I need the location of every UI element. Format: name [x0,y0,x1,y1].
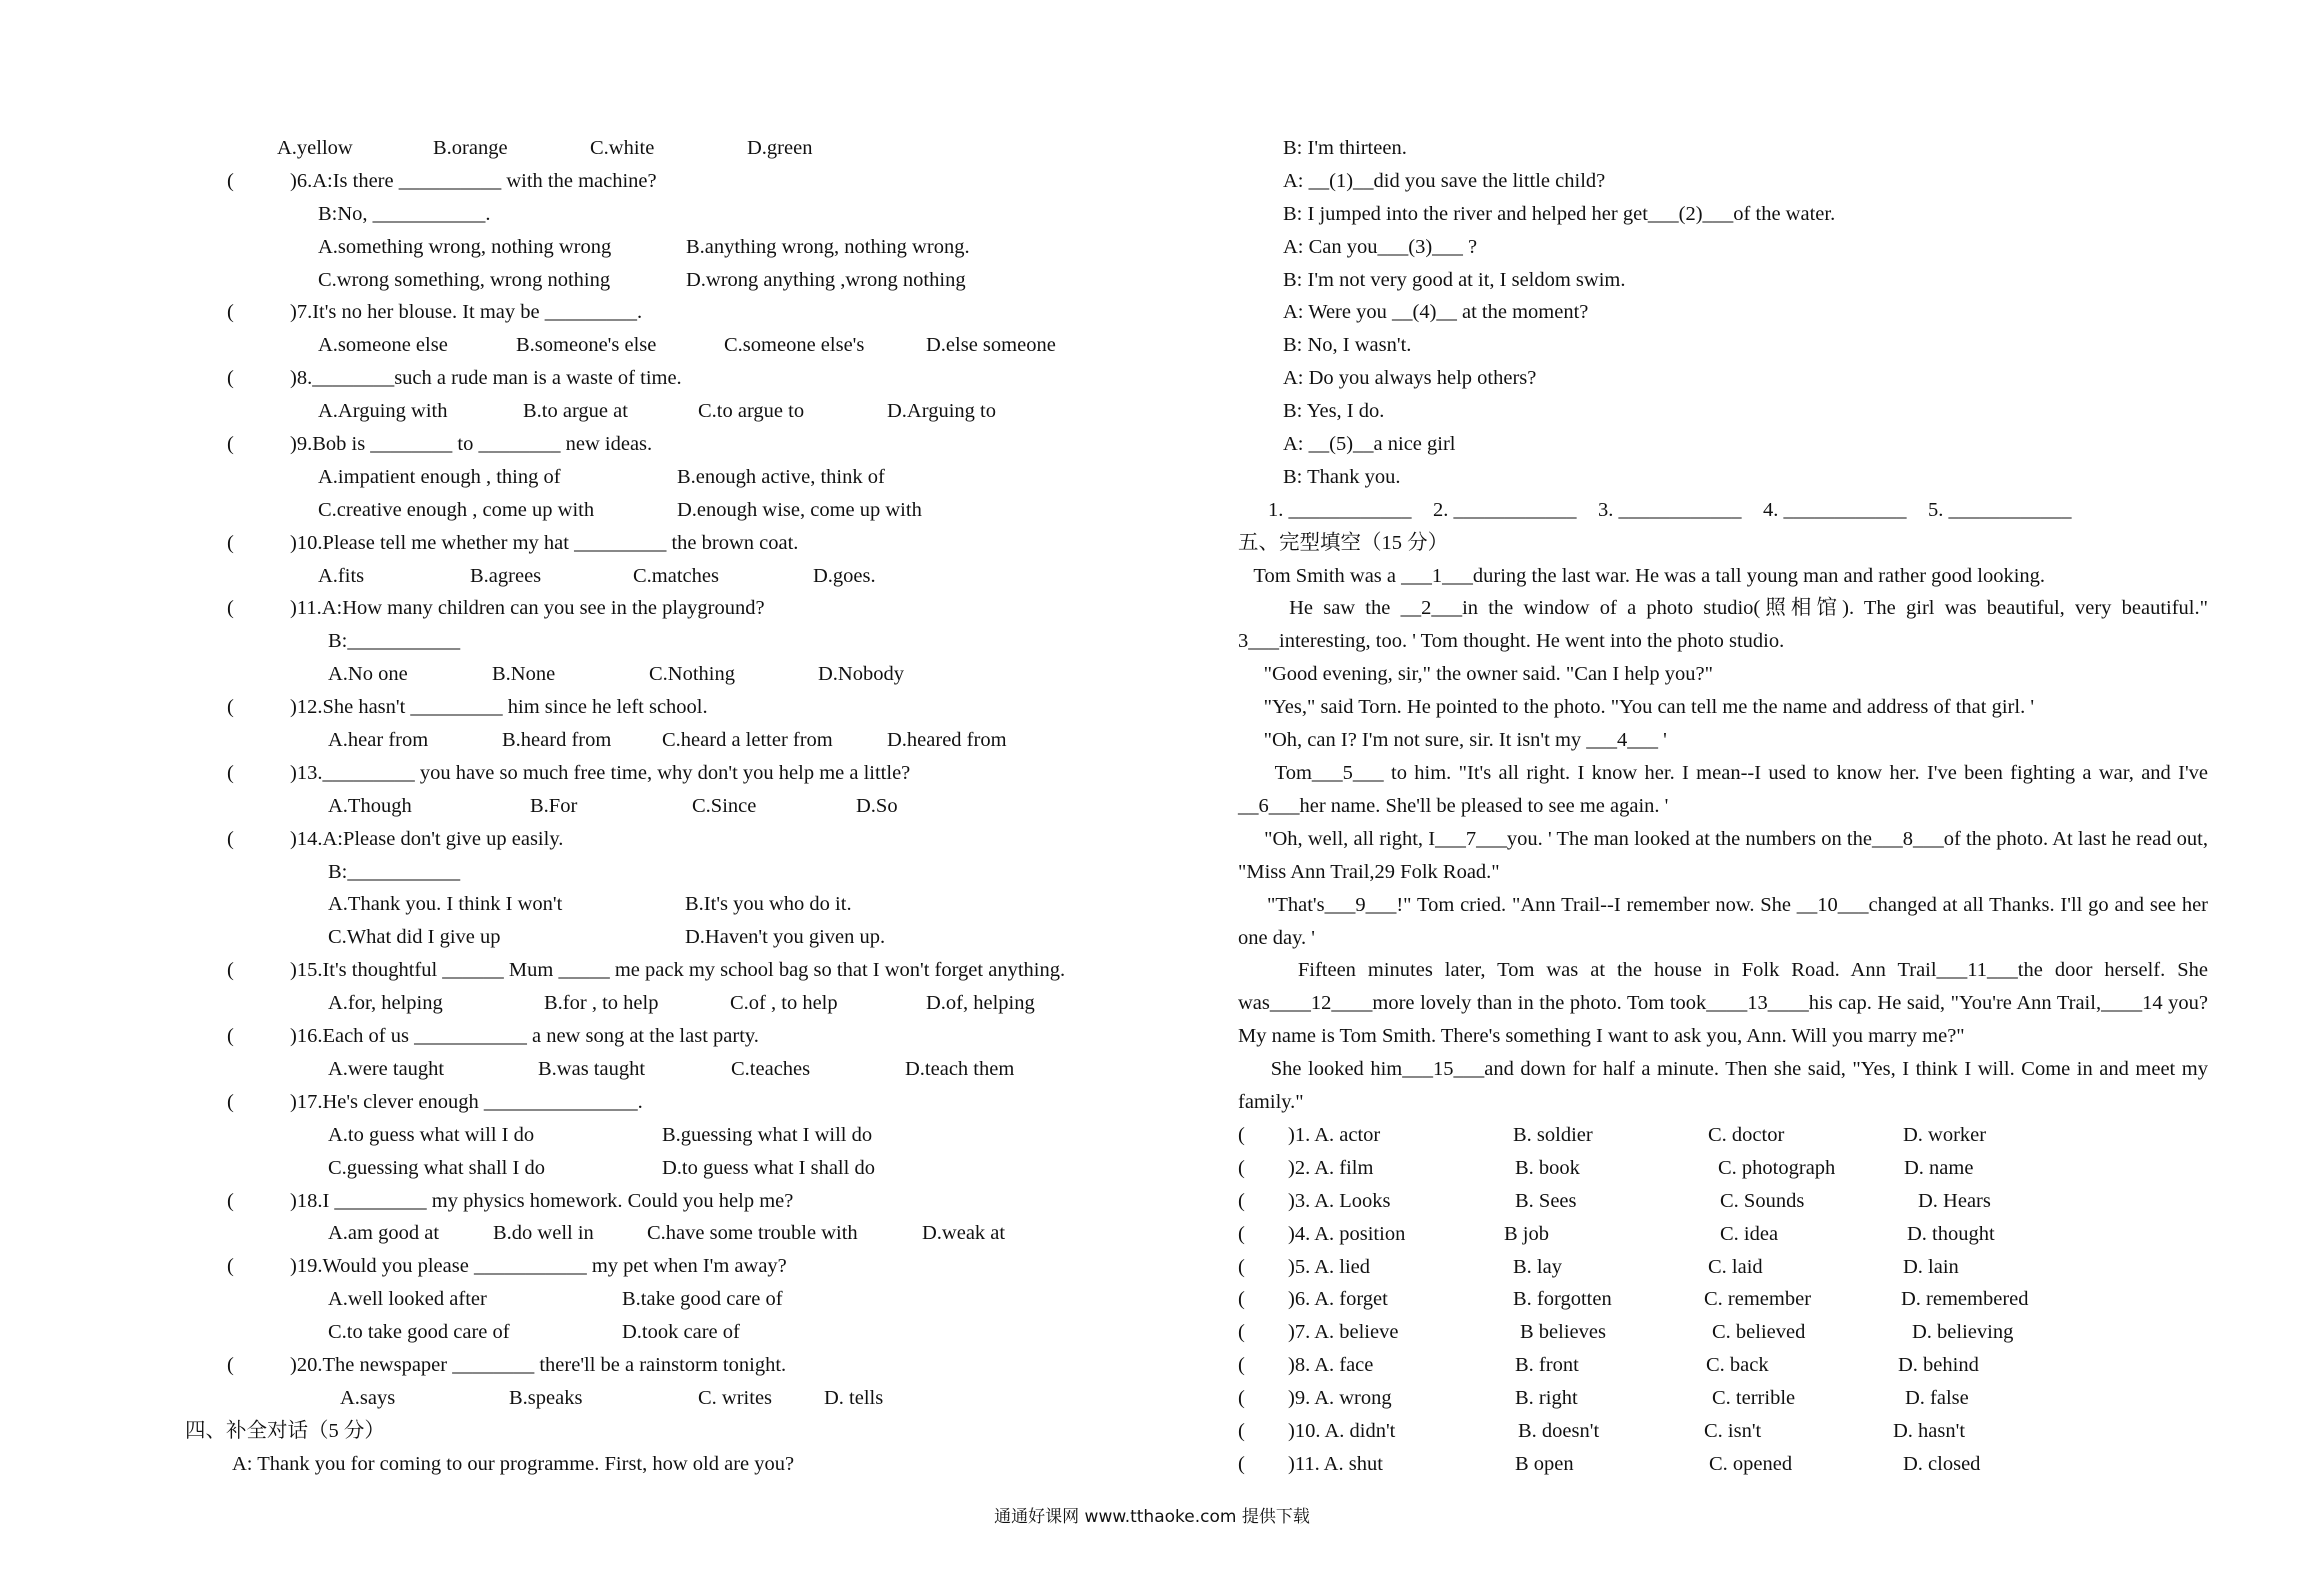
line-segment: ( [1238,1255,1245,1278]
line-segment: C. opened [1709,1452,1793,1475]
footer-credit: 通通好课网 www.tthaoke.com 提供下载 [994,1507,1310,1527]
text-line [1238,264,2208,297]
text-line [1238,1283,2208,1316]
line-segment: )6.A:Is there __________ with the machine? [290,169,657,192]
line-segment: A.impatient enough , thing of [318,465,561,488]
line-segment: D. remembered [1901,1288,2029,1311]
text-line [180,658,1220,691]
line-segment: A.something wrong, nothing wrong [318,235,612,258]
line-segment: C. photograph [1718,1156,1836,1179]
text-line [1238,1382,2208,1415]
line-segment: ( [1238,1387,1245,1410]
text-line [180,1020,1220,1053]
passage-paragraph: Fifteen minutes later, Tom was at the house in Folk Road. Ann Trail___11___the door herself. She was____12____more lovely than in the photo. Tom took____13____his cap. He said, "You're Ann Trail,____14 you? My name is Tom Smith. There's something I want to ask you, Ann. Will you marry me?" [1238,959,2208,1048]
line-segment: B.enough active, think of [677,465,885,488]
line-segment: B:___________ [328,860,461,883]
line-segment: D. thought [1907,1222,1995,1245]
line-segment: )8. A. face [1288,1354,1374,1377]
line-segment: B. Sees [1515,1189,1577,1212]
line-segment: D.weak at [922,1222,1006,1245]
line-segment: ( [1238,1222,1245,1245]
line-segment: D. Hears [1918,1189,1991,1212]
text-line [180,296,1220,329]
text-line [180,1185,1220,1218]
line-segment: ( [227,1090,234,1113]
line-segment: B. soldier [1513,1123,1593,1146]
text-line [180,461,1220,494]
line-segment: C. idea [1720,1222,1779,1245]
line-segment: B.do well in [493,1222,594,1245]
line-segment: D.green [747,137,813,159]
line-segment: )3. A. Looks [1288,1189,1391,1212]
line-segment: B: Thank you. [1283,465,1401,488]
line-segment: D.wrong anything ,wrong nothing [686,268,966,291]
line-segment: D. false [1905,1387,1969,1410]
line-segment: ( [227,696,234,719]
text-line [180,264,1220,297]
line-segment: C.matches [633,564,719,587]
line-segment: ( [227,433,234,456]
line-segment: C.heard a letter from [662,729,833,752]
line-segment: C. Sounds [1720,1189,1805,1212]
text-line [180,165,1220,198]
line-segment: C. believed [1712,1321,1806,1344]
text-line [1238,494,2208,527]
text-line [180,395,1220,428]
line-segment: B: I'm thirteen. [1283,137,1407,159]
line-segment: 3. ____________ [1598,498,1742,521]
line-segment: B.someone's else [516,334,657,357]
line-segment: B.orange [433,137,508,159]
line-segment: ( [227,169,234,192]
line-segment: C. remember [1704,1288,1812,1311]
text-line [1238,1316,2208,1349]
line-segment: ( [1238,1321,1245,1344]
line-segment: C.Since [692,794,757,817]
text-line [180,790,1220,823]
line-segment: C.have some trouble with [647,1222,858,1245]
text-line [180,231,1220,264]
text-line [180,856,1220,889]
text-line [1238,428,2208,461]
text-line [180,1152,1220,1185]
line-segment: C. back [1706,1354,1769,1377]
line-segment: )5. A. lied [1288,1255,1370,1278]
line-segment: ( [227,827,234,850]
line-segment: C.wrong something, wrong nothing [318,268,611,291]
text-line [180,823,1220,856]
text-line [180,625,1220,658]
line-segment: B. right [1515,1387,1578,1410]
text-line [1238,231,2208,264]
line-segment: )15.It's thoughtful ______ Mum _____ me pack my school bag so that I won't forget anything. [290,959,1066,982]
line-segment: D. tells [824,1386,884,1409]
text-line [180,494,1220,527]
text-line [1238,1185,2208,1218]
line-segment: D. behind [1898,1354,1979,1377]
line-segment: )1. A. actor [1288,1123,1381,1146]
line-segment: ( [227,1255,234,1278]
line-segment: C. doctor [1708,1123,1785,1146]
line-segment: B.anything wrong, nothing wrong. [686,235,970,258]
line-segment: A: Can you___(3)___ ? [1283,235,1478,258]
line-segment: A: Do you always help others? [1283,367,1537,390]
cloze-options [1238,1119,2208,1481]
line-segment: )14.A:Please don't give up easily. [290,827,564,850]
text-line [180,132,1220,165]
line-segment: )8.________such a rude man is a waste of time. [290,367,682,390]
line-segment: A.were taught [328,1057,445,1080]
text-line [180,362,1220,395]
passage-paragraph: She looked him___15___and down for half a minute. Then she said, "Yes, I think I will. Come in and meet my family." [1238,1058,2208,1114]
line-segment: )12.She hasn't _________ him since he left school. [290,696,708,719]
line-segment: D.goes. [813,564,876,587]
passage-paragraph: "That's___9___!" Tom cried. "Ann Trail--I remember now. She __10___changed at all Thanks. I'll go and see her one day. ' [1238,893,2208,949]
text-line [180,1448,1220,1481]
line-segment: C.creative enough , come up with [318,498,595,521]
line-segment: B. doesn't [1518,1420,1600,1442]
line-segment: D.Nobody [818,663,904,686]
line-segment: C.to take good care of [328,1321,510,1344]
text-line [1238,1152,2208,1185]
line-segment: )20.The newspaper ________ there'll be a rainstorm tonight. [290,1353,787,1376]
line-segment: C.white [590,137,655,159]
line-segment: )6. A. forget [1288,1288,1388,1311]
text-line [1238,362,2208,395]
line-segment: B.agrees [470,564,542,587]
passage-paragraph: "Good evening, sir," the owner said. "Can I help you?" [1238,663,1714,686]
line-segment: D.to guess what I shall do [662,1156,875,1179]
line-segment: B.None [492,663,556,686]
line-segment: A: Thank you for coming to our programme. First, how old are you? [232,1452,795,1475]
line-segment: D.heared from [887,729,1007,752]
line-segment: A.Arguing with [318,400,448,423]
line-segment: 4. ____________ [1763,498,1907,521]
line-segment: )2. A. film [1288,1156,1374,1179]
text-line [180,1349,1220,1382]
text-line [180,1283,1220,1316]
line-segment: ( [1238,1452,1245,1475]
line-segment: )11.A:How many children can you see in the playground? [290,597,765,620]
line-segment: ( [227,959,234,982]
line-segment: D. name [1904,1156,1974,1179]
line-segment: B.guessing what I will do [662,1123,873,1146]
text-line [180,560,1220,593]
line-segment: B: I'm not very good at it, I seldom swim. [1283,268,1626,291]
line-segment: )4. A. position [1288,1222,1406,1245]
line-segment: C.guessing what shall I do [328,1156,545,1179]
text-line [1238,527,2208,560]
line-segment: 四、补全对话（5 分） [185,1419,385,1442]
line-segment: A.yellow [277,137,353,159]
text-line [1238,461,2208,494]
line-segment: A.Thank you. I think I won't [328,893,563,916]
line-segment: ( [227,1353,234,1376]
text-line [180,691,1220,724]
text-line [1238,165,2208,198]
line-segment: B. front [1515,1354,1579,1377]
line-segment: B.take good care of [622,1288,783,1311]
text-line [1238,1119,2208,1152]
line-segment: A: __(5)__a nice girl [1283,433,1456,456]
text-line [1238,1349,2208,1382]
text-line [1238,1251,2208,1284]
text-line [180,1119,1220,1152]
line-segment: C.to argue to [698,400,805,423]
line-segment: )9. A. wrong [1288,1387,1392,1410]
text-line [180,1053,1220,1086]
line-segment: B. book [1515,1156,1580,1179]
line-segment: B.speaks [509,1386,583,1409]
passage-paragraph: "Oh, can I? I'm not sure, sir. It isn't my ___4___ ' [1238,729,1667,752]
passage-paragraph: Tom___5___ to him. "It's all right. I know her. I mean--I used to know her. I've been fighting a war, and I've __6___her name. She'll be pleased to see me again. ' [1238,762,2208,817]
text-line [180,1382,1220,1415]
line-segment: A.to guess what will I do [328,1123,535,1146]
line-segment: ( [1238,1288,1245,1311]
passage-paragraph: "Oh, well, all right, I___7___you. ' The man looked at the numbers on the___8___of the photo. At last he read out, "Miss Ann Trail,29 Folk Road." [1238,827,2208,883]
line-segment: )13._________ you have so much free time, why don't you help me a little? [290,761,911,784]
line-segment: B. forgotten [1513,1288,1612,1311]
text-line [180,592,1220,625]
text-line [1238,1448,2208,1481]
line-segment: A.Though [328,794,412,817]
line-segment: ( [227,1025,234,1048]
line-segment: ( [1238,1156,1245,1179]
line-segment: A.hear from [328,729,429,752]
text-line [180,921,1220,954]
text-line [180,1086,1220,1119]
line-segment: D.enough wise, come up with [677,498,922,521]
line-segment: ( [1238,1189,1245,1212]
line-segment: B: Yes, I do. [1283,400,1385,423]
left-column [180,132,1220,1481]
line-segment: ( [1238,1123,1245,1146]
line-segment: B. lay [1513,1255,1562,1278]
line-segment: B: I jumped into the river and helped her get___(2)___of the water. [1283,202,1836,225]
line-segment: ( [1238,1354,1245,1377]
line-segment: A.someone else [318,334,448,357]
line-segment: A.am good at [328,1222,440,1245]
line-segment: )17.He's clever enough _______________. [290,1090,643,1113]
text-line [1238,198,2208,231]
text-line [1238,296,2208,329]
line-segment: ( [227,1189,234,1212]
line-segment: ( [227,597,234,620]
line-segment: D.of, helping [926,992,1035,1015]
line-segment: )11. A. shut [1288,1452,1383,1475]
line-segment: B:No, ___________. [318,202,491,225]
line-segment: ( [1238,1420,1245,1442]
line-segment: D.So [856,794,898,817]
text-line [1238,329,2208,362]
text-line [180,987,1220,1020]
line-segment: C.Nothing [649,663,735,686]
line-segment: B.for , to help [544,992,659,1015]
line-segment: C. laid [1708,1255,1763,1278]
line-segment: )10.Please tell me whether my hat _________ the brown coat. [290,531,799,554]
passage-paragraph: He saw the __2___in the window of a photo studio(照相馆). The girl was beautiful, very beautiful." 3___interesting, too. ' Tom thought. He went into the photo studio. [1238,597,2208,653]
line-segment: D. hasn't [1893,1420,1966,1442]
line-segment: B open [1515,1452,1574,1475]
line-segment: B.was taught [538,1057,646,1080]
dialogue-section [1238,132,2208,560]
text-line [180,527,1220,560]
passage-paragraph: "Yes," said Torn. He pointed to the photo. "You can tell me the name and address of that girl. ' [1238,696,2035,719]
line-segment: B:___________ [328,630,461,653]
text-line [1238,395,2208,428]
line-segment: B.to argue at [523,400,628,423]
line-segment: B: No, I wasn't. [1283,334,1412,357]
line-segment: C. terrible [1712,1387,1796,1410]
line-segment: )7.It's no her blouse. It may be _________. [290,301,643,324]
text-line [180,757,1220,790]
text-line [180,428,1220,461]
text-line [180,198,1220,231]
line-segment: 2. ____________ [1433,498,1577,521]
text-line [1238,1218,2208,1251]
line-segment: C. writes [698,1386,773,1409]
text-line [180,1217,1220,1250]
line-segment: A.well looked after [328,1288,487,1311]
line-segment: C.What did I give up [328,926,501,949]
text-line [180,954,1220,987]
cloze-passage [1238,560,2208,1119]
text-line [180,1250,1220,1283]
line-segment: A.No one [328,663,408,686]
line-segment: D. closed [1903,1452,1981,1475]
line-segment: C.of , to help [730,992,838,1015]
text-line [1238,1415,2208,1448]
line-segment: D.Arguing to [887,400,996,423]
line-segment: B.For [530,794,578,817]
line-segment: B believes [1520,1321,1606,1344]
line-segment: A: Were you __(4)__ at the moment? [1283,301,1589,324]
right-column [1238,132,2208,1481]
line-segment: D.Haven't you given up. [685,926,886,949]
text-line [1238,132,2208,165]
line-segment: )19.Would you please ___________ my pet when I'm away? [290,1255,787,1278]
text-line [180,1415,1220,1448]
line-segment: 1. ____________ [1268,498,1412,521]
line-segment: C.teaches [731,1057,811,1080]
line-segment: )10. A. didn't [1288,1420,1396,1442]
line-segment: B.It's you who do it. [685,893,852,916]
line-segment: A.fits [318,564,365,587]
text-line [180,329,1220,362]
line-segment: D.teach them [905,1057,1015,1080]
line-segment: C.someone else's [724,334,865,357]
line-segment: ( [227,301,234,324]
line-segment: )7. A. believe [1288,1321,1399,1344]
line-segment: ( [227,367,234,390]
line-segment: )18.I _________ my physics homework. Could you help me? [290,1189,794,1212]
line-segment: D.took care of [622,1321,740,1344]
line-segment: D. worker [1903,1123,1987,1146]
line-segment: A.says [340,1386,396,1409]
text-line [180,888,1220,921]
line-segment: )9.Bob is ________ to ________ new ideas. [290,433,653,456]
line-segment: D. believing [1912,1321,2014,1344]
line-segment: A.for, helping [328,992,443,1015]
line-segment: D.else someone [926,334,1056,357]
text-line [180,1316,1220,1349]
line-segment: D. lain [1903,1255,1959,1278]
passage-paragraph: Tom Smith was a ___1___during the last war. He was a tall young man and rather good looking. [1238,564,2046,587]
line-segment: 五、完型填空（15 分） [1238,531,1449,554]
line-segment: ( [227,761,234,784]
line-segment: A: __(1)__did you save the little child? [1283,169,1606,192]
line-segment: B.heard from [502,729,612,752]
line-segment: )16.Each of us ___________ a new song at the last party. [290,1025,759,1048]
line-segment: C. isn't [1704,1420,1762,1442]
line-segment: B job [1504,1222,1549,1245]
line-segment: ( [227,531,234,554]
text-line [180,724,1220,757]
line-segment: 5. ____________ [1928,498,2072,521]
